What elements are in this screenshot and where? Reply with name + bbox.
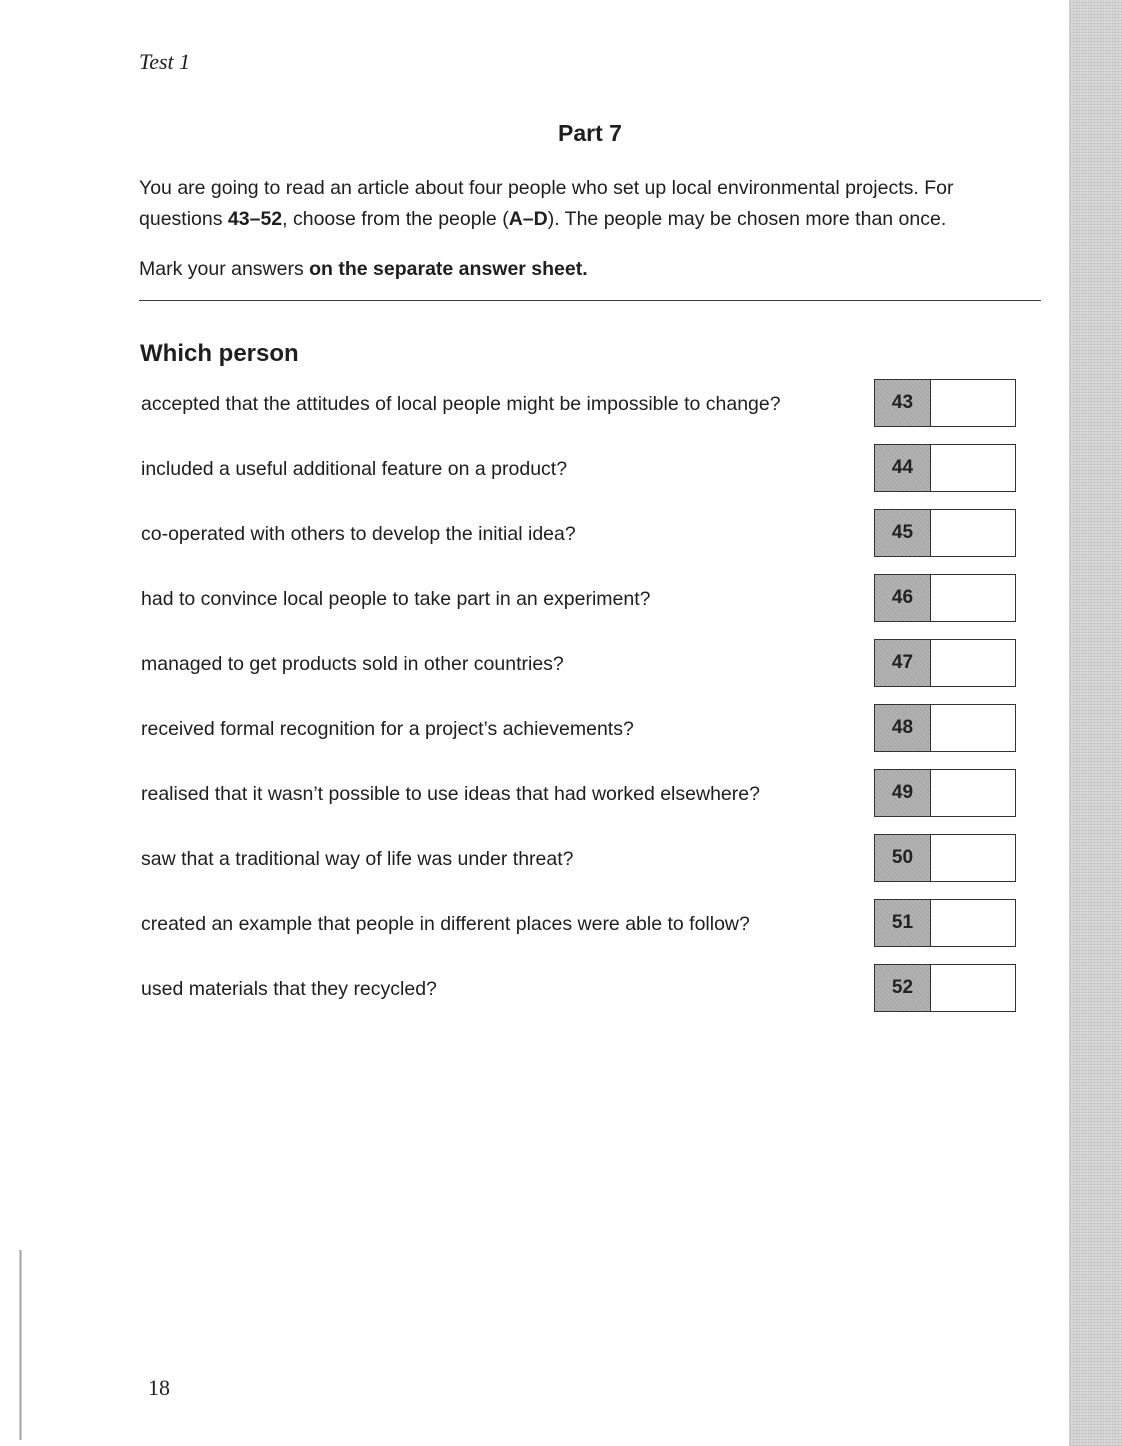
- part-title: Part 7: [558, 120, 622, 146]
- answer-blank[interactable]: [931, 965, 1015, 1011]
- question-number: 50: [875, 835, 931, 881]
- question-number: 43: [875, 380, 931, 426]
- answer-box[interactable]: [874, 899, 1016, 947]
- instructions-text: , choose from the people (: [282, 208, 509, 230]
- instructions-text: questions: [139, 208, 228, 230]
- instructions: [139, 173, 1049, 235]
- answer-box[interactable]: [874, 444, 1016, 492]
- mark-answers-text: Mark your answers: [139, 258, 310, 280]
- question-text: had to convince local people to take part in an experiment?: [141, 588, 651, 610]
- question-row: [0, 899, 1122, 951]
- answer-box[interactable]: [874, 639, 1016, 687]
- answer-box[interactable]: [874, 509, 1016, 557]
- instructions-line-1: You are going to read an article about four people who set up local environmental projects. For: [139, 177, 954, 199]
- page-number: 18: [148, 1375, 170, 1400]
- question-text: realised that it wasn’t possible to use ideas that had worked elsewhere?: [141, 783, 760, 805]
- question-number: 45: [875, 510, 931, 556]
- answer-box[interactable]: [874, 704, 1016, 752]
- question-row: [0, 704, 1122, 756]
- question-row: [0, 574, 1122, 626]
- question-number: 52: [875, 965, 931, 1011]
- question-number: 47: [875, 640, 931, 686]
- question-row: [0, 509, 1122, 561]
- divider: [139, 300, 1041, 301]
- question-number: 49: [875, 770, 931, 816]
- answer-box[interactable]: [874, 834, 1016, 882]
- answer-blank[interactable]: [931, 445, 1015, 491]
- answer-box[interactable]: [874, 769, 1016, 817]
- answer-blank[interactable]: [931, 510, 1015, 556]
- question-text: accepted that the attitudes of local people might be impossible to change?: [141, 393, 781, 415]
- answer-box[interactable]: [874, 964, 1016, 1012]
- question-text: used materials that they recycled?: [141, 978, 437, 1000]
- question-text: saw that a traditional way of life was under threat?: [141, 848, 574, 870]
- answer-blank[interactable]: [931, 770, 1015, 816]
- binding-shadow: [19, 1250, 22, 1440]
- section-heading: Which person: [140, 340, 299, 367]
- question-text: co-operated with others to develop the initial idea?: [141, 523, 576, 545]
- question-text: received formal recognition for a project’s achievements?: [141, 718, 634, 740]
- question-text: created an example that people in different places were able to follow?: [141, 913, 750, 935]
- people-letters: A–D: [508, 208, 548, 230]
- answer-blank[interactable]: [931, 380, 1015, 426]
- question-number: 48: [875, 705, 931, 751]
- question-row: [0, 444, 1122, 496]
- question-range: 43–52: [227, 208, 283, 230]
- answer-box[interactable]: [874, 379, 1016, 427]
- question-row: [0, 834, 1122, 886]
- answer-sheet-emphasis: on the separate answer sheet.: [309, 258, 588, 280]
- test-label: Test 1: [139, 49, 191, 74]
- answer-blank[interactable]: [931, 835, 1015, 881]
- instructions-line-2: [139, 204, 1049, 235]
- question-number: 51: [875, 900, 931, 946]
- question-row: [0, 769, 1122, 821]
- answer-blank[interactable]: [931, 705, 1015, 751]
- question-text: managed to get products sold in other countries?: [141, 653, 564, 675]
- answer-box[interactable]: [874, 574, 1016, 622]
- question-number: 44: [875, 445, 931, 491]
- question-row: [0, 639, 1122, 691]
- answer-blank[interactable]: [931, 575, 1015, 621]
- question-number: 46: [875, 575, 931, 621]
- answer-blank[interactable]: [931, 900, 1015, 946]
- answer-blank[interactable]: [931, 640, 1015, 686]
- question-row: [0, 379, 1122, 431]
- question-row: [0, 964, 1122, 1016]
- mark-answers-instruction: [139, 258, 588, 281]
- question-text: included a useful additional feature on a product?: [141, 458, 568, 480]
- instructions-text: ). The people may be chosen more than once.: [547, 208, 947, 230]
